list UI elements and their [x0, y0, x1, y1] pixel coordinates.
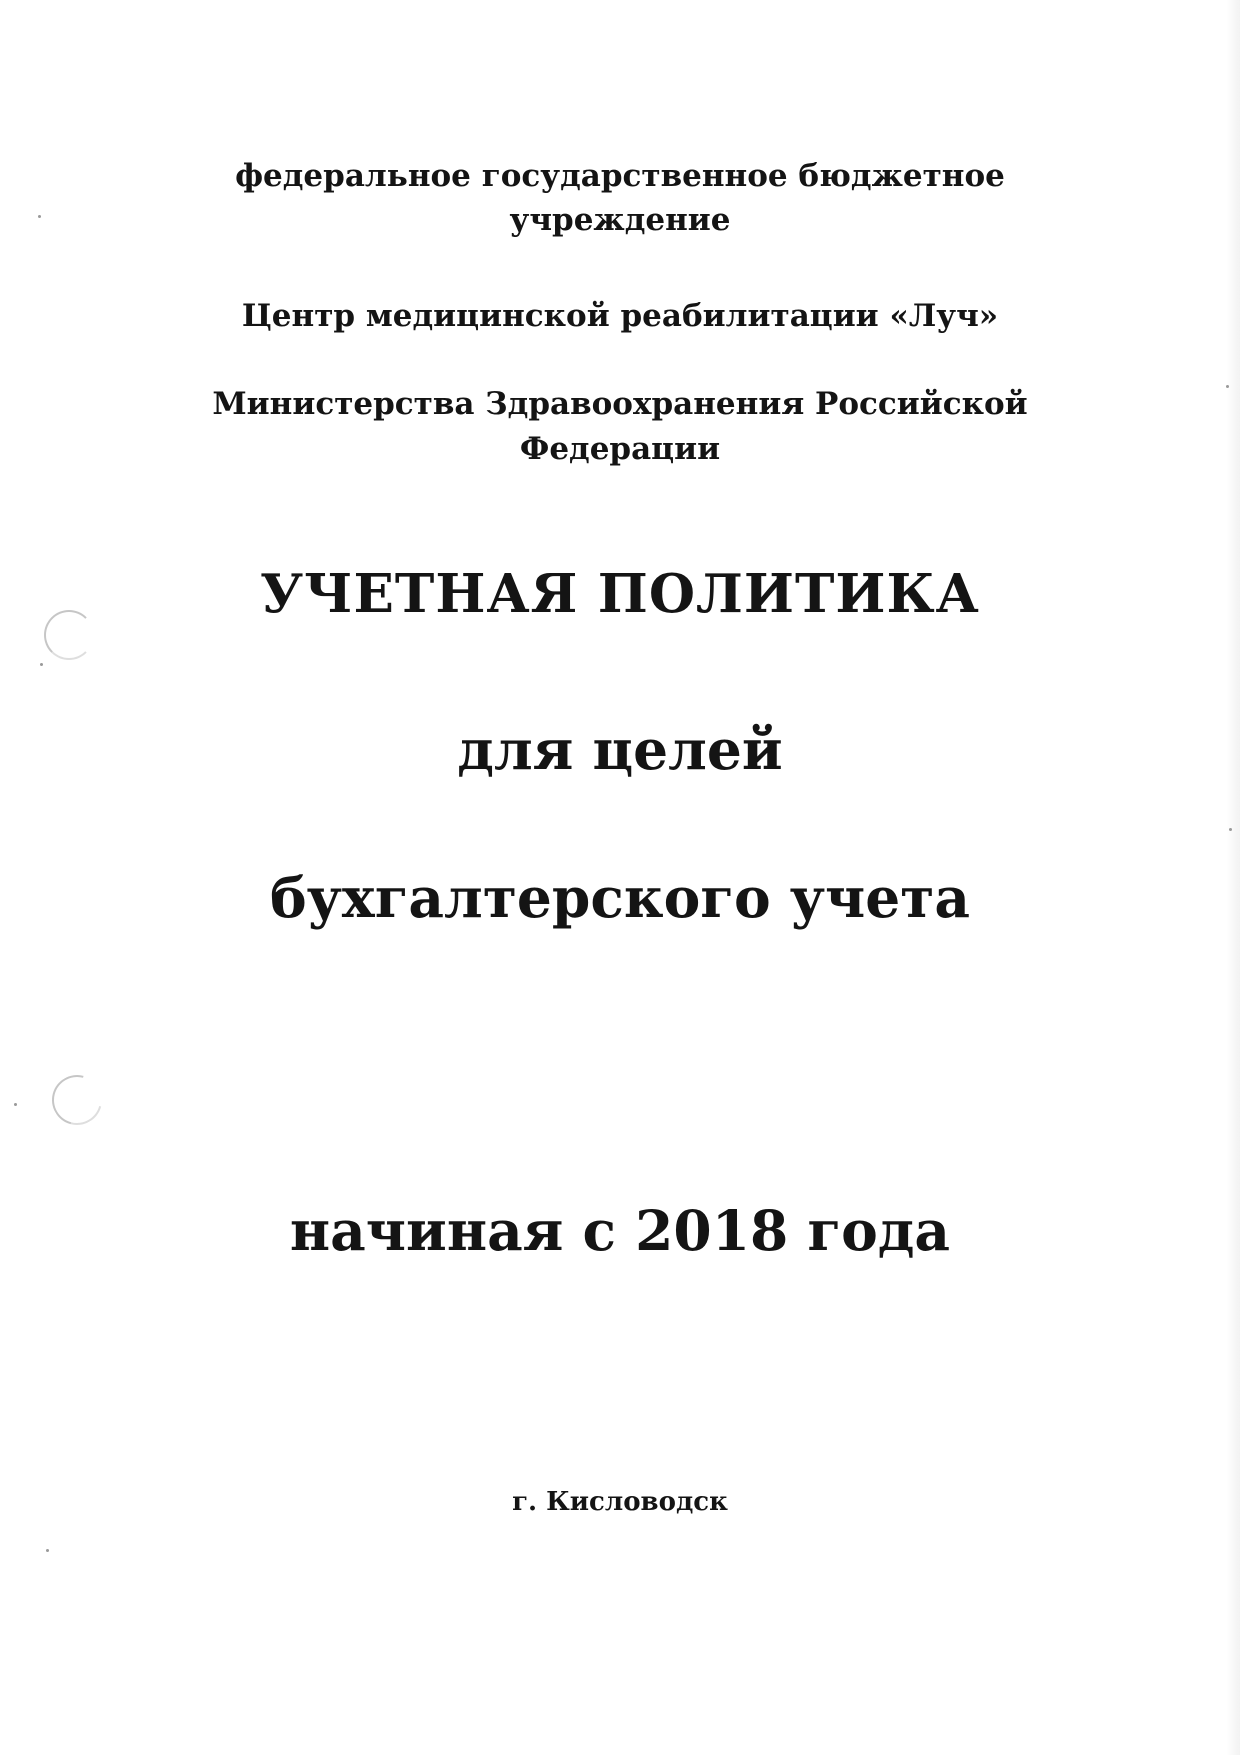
punch-hole-mark-lower — [43, 1066, 111, 1134]
ministry-line-2: Федерации — [519, 431, 721, 467]
document-subtitle-line-1: для целей — [457, 717, 783, 782]
scan-speck — [14, 1103, 17, 1106]
ministry-line-1: Министерства Здравоохранения Российской — [212, 386, 1028, 422]
org-type-line-2: учреждение — [509, 202, 731, 238]
effective-period: начиная с 2018 года — [289, 1198, 951, 1263]
scan-speck — [46, 1549, 49, 1552]
org-type-line-1: федеральное государственное бюджетное — [235, 158, 1005, 194]
scan-speck — [40, 663, 43, 666]
document-subtitle-line-2: бухгалтерского учета — [270, 865, 970, 930]
center-name: Центр медицинской реабилитации «Луч» — [241, 298, 999, 334]
city-name: г. Кисловодск — [512, 1487, 728, 1517]
document-title: УЧЕТНАЯ ПОЛИТИКА — [260, 563, 980, 625]
scan-speck — [1229, 828, 1232, 831]
